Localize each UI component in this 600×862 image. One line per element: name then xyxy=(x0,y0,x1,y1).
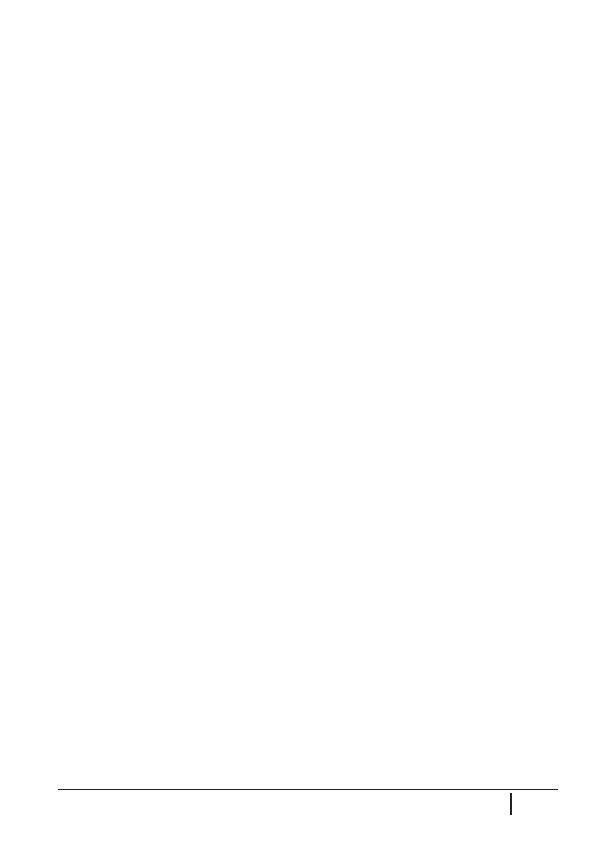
footer-separator xyxy=(510,793,512,815)
footer-rule xyxy=(58,789,558,790)
